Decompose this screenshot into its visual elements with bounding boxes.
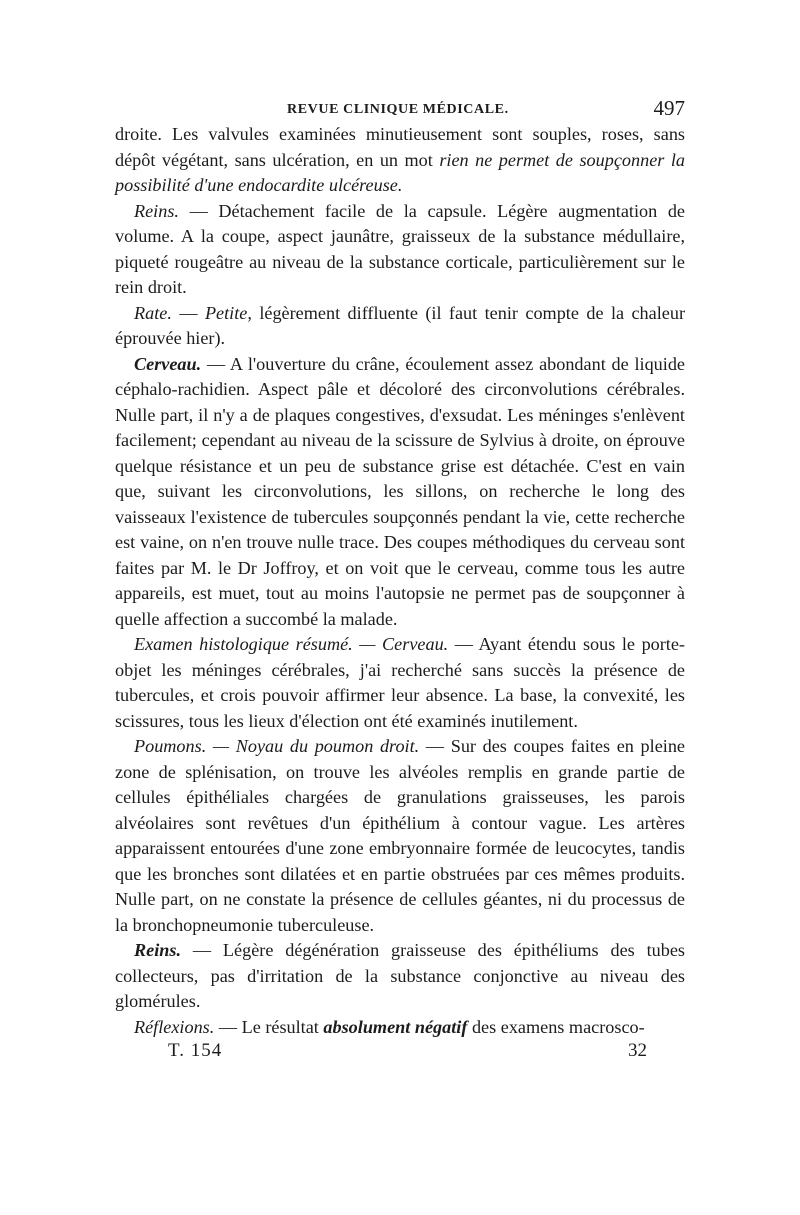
- text-run: — Sur des coupes faites en pleine zone de splénisation, on trouve les alvéoles remplis en grande partie de cellules épithéliales chargées de granulations graisseuses, les parois alvéolaires sont revêtues d'un épithélium à contour vague. Les artères apparaissent entourées d'une zone embryonnaire formée de leucocytes, tandis que les bronches sont dilatées et en partie obstruées par ces mêmes produits. Nulle part, on ne constate la présence de cellules géantes, ni du processus de la bronchopneumonie tuberculeuse.: [115, 736, 685, 935]
- body-text: [115, 122, 685, 1040]
- paragraph: [115, 938, 685, 1015]
- text-run: —: [171, 302, 205, 323]
- text-run: — Légère dégénération graisseuse des épithéliums des tubes collecteurs, pas d'irritation de la substance conjonctive au niveau des glomérules.: [115, 940, 685, 1011]
- text-run: droite. Les valvules examinées minutieusement sont souples, roses, sans dépôt végétant, sans ulcération, en un mot: [115, 124, 685, 170]
- text-run: Reins.: [134, 940, 181, 960]
- text-run: Rate.: [134, 302, 172, 323]
- signature-mark: 32: [628, 1040, 647, 1061]
- text-run: légèrement diffluente (il faut tenir compte de la chaleur éprouvée hier).: [115, 302, 686, 348]
- text-run: Examen histologique résumé. — Cerveau.: [134, 634, 449, 654]
- paragraph: [115, 734, 685, 938]
- text-run: Petite,: [204, 302, 252, 323]
- text-run: absolument négatif: [323, 1016, 468, 1037]
- text-run: — A l'ouverture du crâne, écoulement assez abondant de liquide céphalo-rachidien. Aspect pâle et décoloré des circonvolutions cérébrales. Nulle part, il n'y a de plaques congestives, d'exsudat. Les méninges s'enlèvent facilement; cependant au niveau de la scissure de Sylvius à droite, on éprouve quelque résistance et un peu de substance grise est détachée. C'est en vain que, suivant les circonvolutions, les sillons, on recherche le long des vaisseaux l'existence de tubercules soupçonnés pendant la vie, cette recherche est vaine, on n'en trouve nulle trace. Des coupes méthodiques du cerveau sont faites par M. le Dr Joffroy, et on voit que le cerveau, comme tous les autre appareils, est muet, tout au moins l'autopsie ne permet pas de soupçonner à quelle affection a succombé la malade.: [115, 353, 685, 629]
- volume-label: T. 154: [168, 1040, 223, 1061]
- page-footer: [115, 1040, 685, 1070]
- page-number: 497: [653, 96, 685, 120]
- text-run: — Détachement facile de la capsule. Légère augmentation de volume. A la coupe, aspect jaunâtre, graisseux de la substance médullaire, piqueté rougeâtre au niveau de la substance corticale, particulièrement sur le rein droit.: [115, 200, 685, 297]
- paragraph: [115, 352, 685, 633]
- paragraph: [115, 1015, 685, 1041]
- paragraph: [115, 632, 685, 734]
- paragraph: [115, 122, 685, 199]
- paragraph: [115, 199, 685, 301]
- text-run: Poumons. — Noyau du poumon droit.: [134, 736, 420, 756]
- document-page: [115, 92, 685, 1070]
- page-header: [115, 92, 685, 122]
- text-run: rien ne permet de soupçonner la possibilité d'une endocardite ulcéreuse.: [115, 149, 685, 195]
- text-run: des examens macrosco-: [467, 1016, 645, 1037]
- text-run: Réflexions.: [134, 1016, 215, 1037]
- text-run: Cerveau.: [134, 353, 202, 374]
- text-run: Reins.: [134, 200, 179, 221]
- text-run: — Le résultat: [214, 1016, 324, 1037]
- text-run: — Ayant étendu sous le porte-objet les méninges cérébrales, j'ai recherché sans succès la présence de tubercules, et crois pouvoir affirmer leur absence. La base, la convexité, les scissures, tous les lieux d'élection ont été examinés inutilement.: [115, 634, 685, 731]
- paragraph: [115, 301, 685, 352]
- running-title: REVUE CLINIQUE MÉDICALE.: [287, 102, 509, 117]
